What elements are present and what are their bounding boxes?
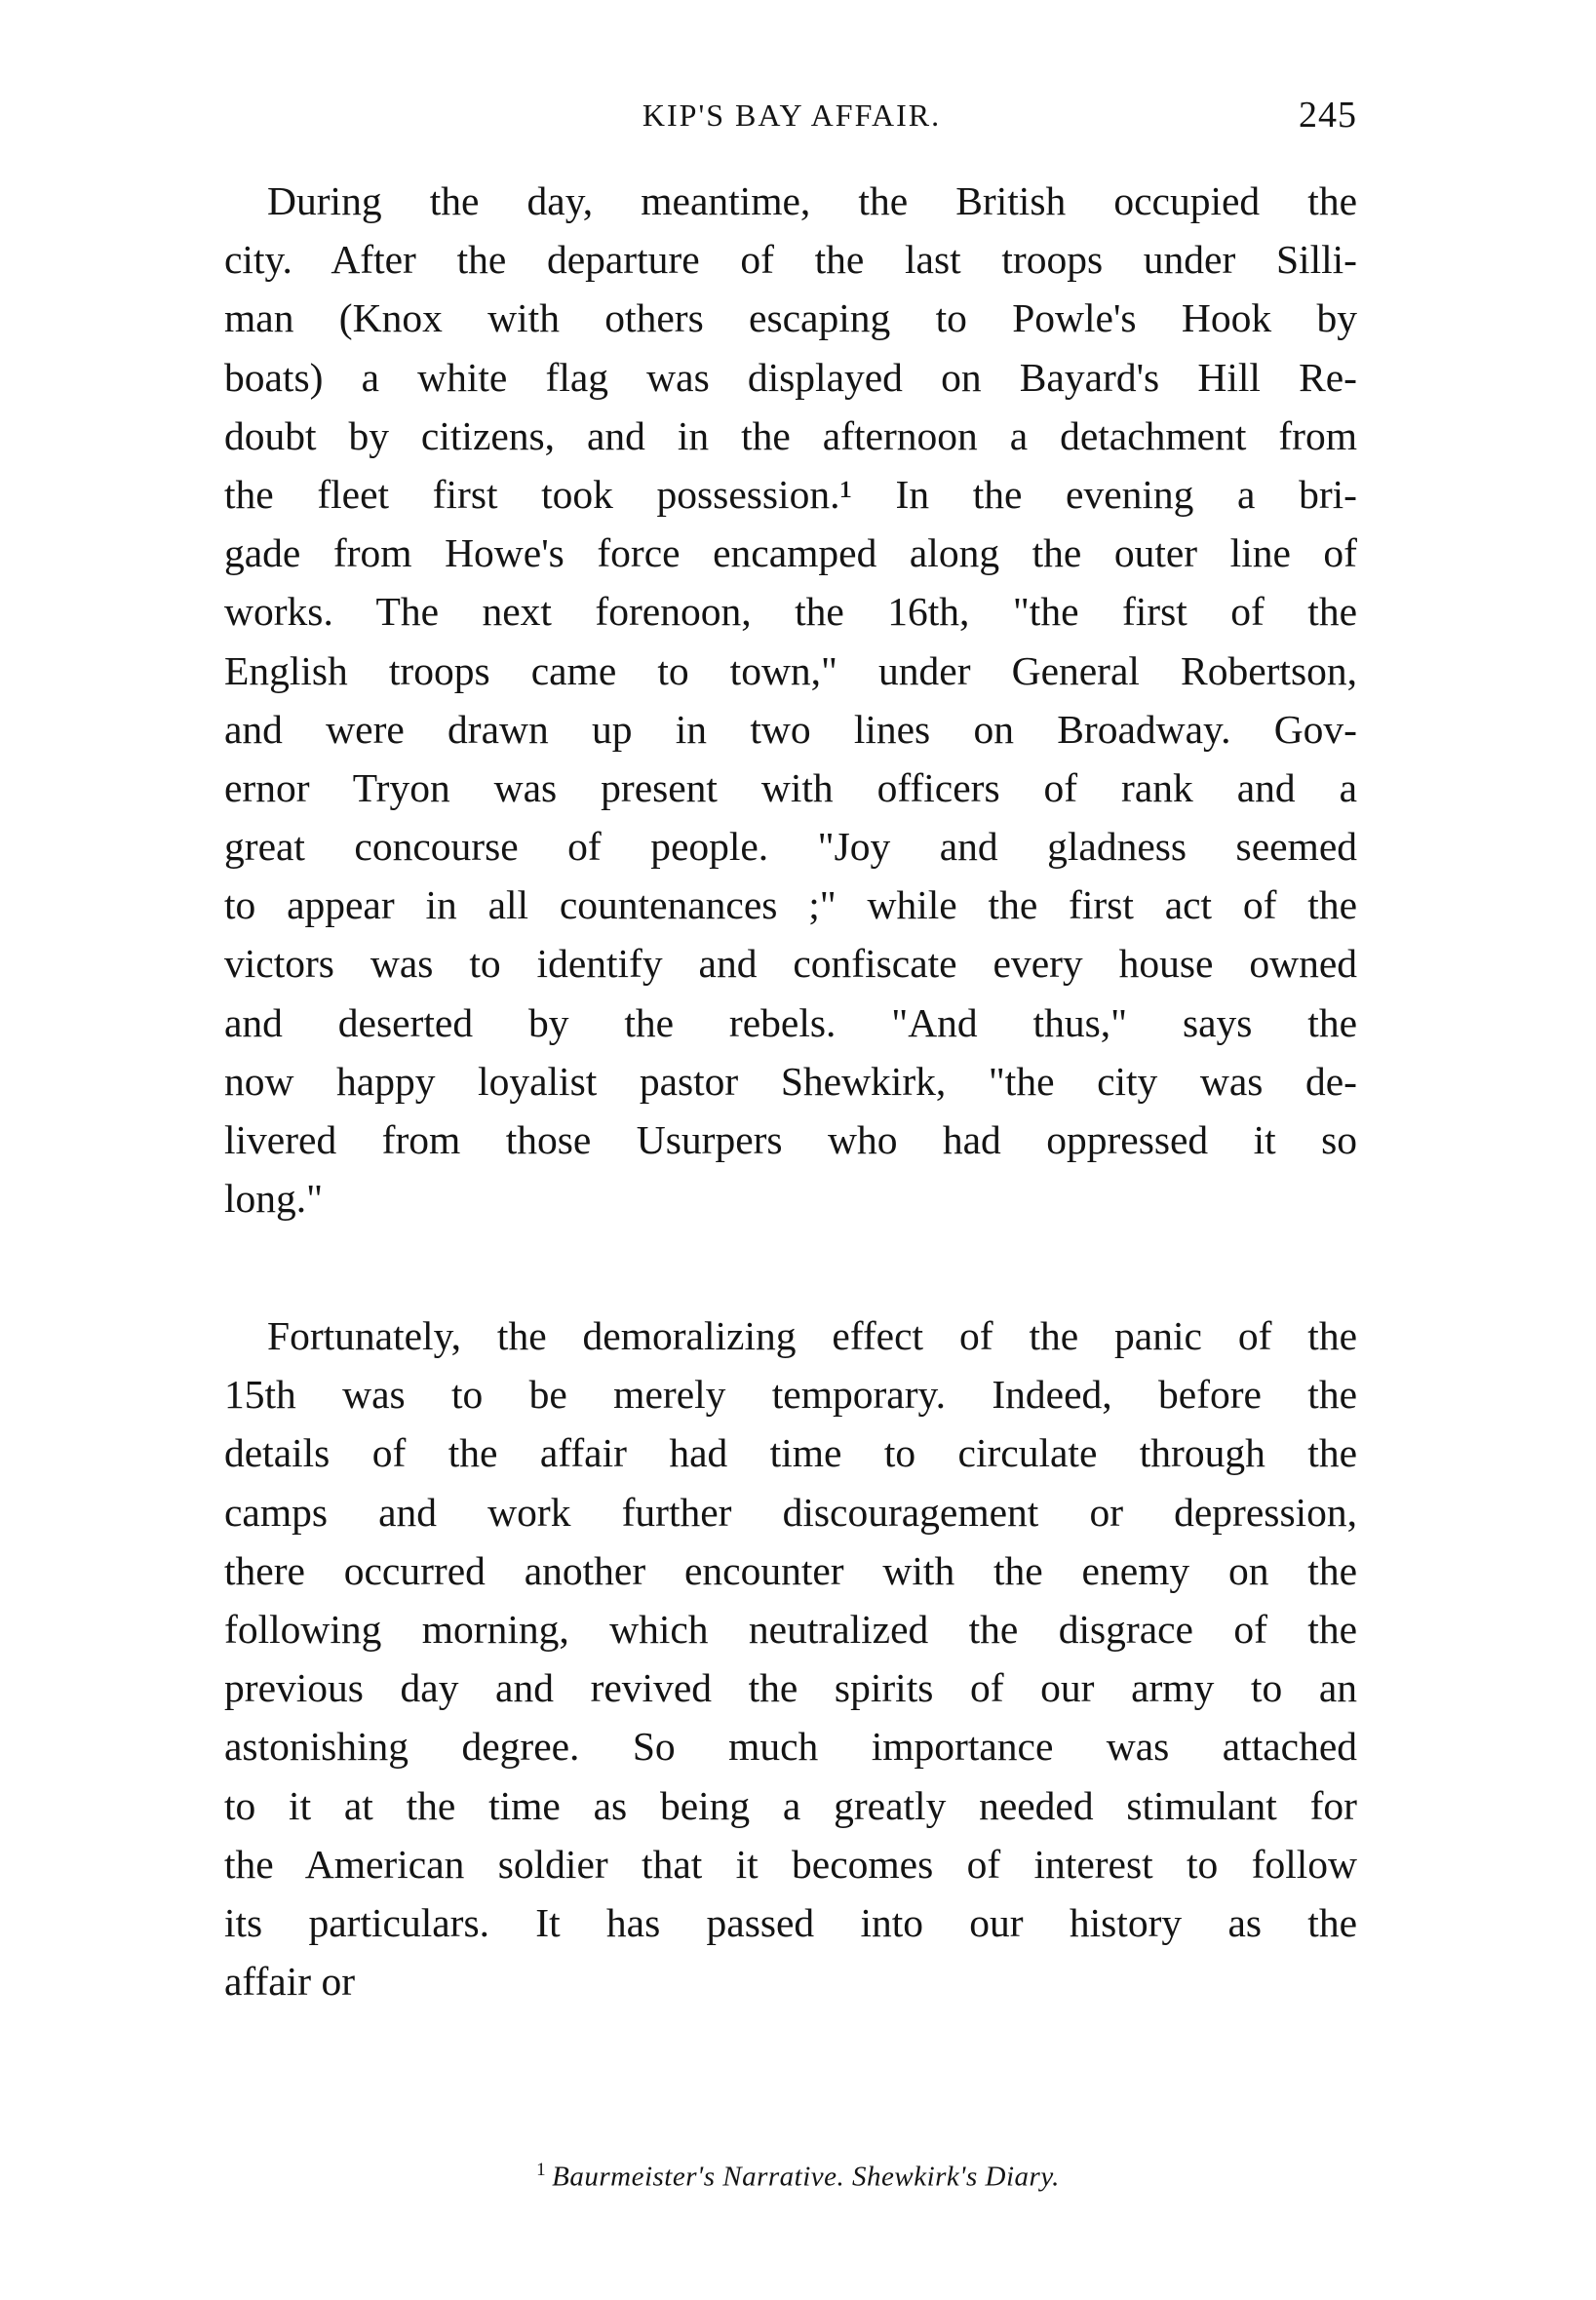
text-line: its particulars. It has passed into our history as the: [224, 1899, 1357, 1945]
text-line: 15th was to be merely temporary. Indeed, before the: [224, 1372, 1357, 1418]
footnote: [0, 2160, 1596, 2194]
text-line: English troops came to town," under General Robertson,: [224, 647, 1357, 693]
text-line: and deserted by the rebels. "And thus," says the: [224, 999, 1357, 1045]
text-line: astonishing degree. So much importance was attached: [224, 1724, 1357, 1770]
text-line: doubt by citizens, and in the afternoon a detachment from: [224, 412, 1357, 458]
text-line: victors was to identify and confiscate every house owned: [224, 941, 1357, 987]
text-line: to it at the time as being a greatly needed stimulant for: [224, 1782, 1357, 1828]
text-line: there occurred another encounter with the enemy on the: [224, 1547, 1357, 1593]
running-title: KIP'S BAY AFFAIR.: [642, 97, 942, 133]
text-line: to appear in all countenances ;" while the first act of the: [224, 882, 1357, 928]
footnote-text: Baurmeister's Narrative. Shewkirk's Diary.: [552, 2161, 1060, 2193]
paragraph-2: [224, 1306, 1357, 2010]
text-line: the fleet first took possession.¹ In the evening a bri-: [224, 471, 1357, 517]
text-line: affair or: [224, 1959, 356, 2005]
text-line: previous day and revived the spirits of our army to an: [224, 1665, 1357, 1711]
footnote-marker: 1: [536, 2160, 547, 2180]
text-line: details of the affair had time to circulate through the: [224, 1430, 1357, 1476]
text-line: Fortunately, the demoralizing effect of the panic of the: [267, 1313, 1357, 1358]
text-line: livered from those Usurpers who had oppressed it so: [224, 1117, 1357, 1162]
text-line: the American soldier that it becomes of interest to follow: [224, 1841, 1357, 1887]
text-line: camps and work further discouragement or depression,: [224, 1489, 1357, 1535]
text-line: city. After the departure of the last troops under Silli-: [224, 237, 1357, 283]
text-line: During the day, meantime, the British occupied the: [267, 178, 1357, 223]
text-line: following morning, which neutralized the disgrace of the: [224, 1606, 1357, 1652]
text-line: now happy loyalist pastor Shewkirk, "the city was de-: [224, 1058, 1357, 1104]
text-line: works. The next forenoon, the 16th, "the first of the: [224, 589, 1357, 635]
page-number: 245: [1299, 95, 1357, 136]
text-line: and were drawn up in two lines on Broadway. Gov-: [224, 706, 1357, 752]
text-line: great concourse of people. "Joy and gladness seemed: [224, 824, 1357, 870]
paragraph-1: [224, 172, 1357, 1228]
text-line: man (Knox with others escaping to Powle's Hook by: [224, 295, 1357, 341]
running-head: [226, 94, 1357, 140]
text-line: gade from Howe's force encamped along the outer line of: [224, 530, 1357, 576]
text-line: ernor Tryon was present with officers of rank and a: [224, 764, 1357, 810]
text-line: boats) a white flag was displayed on Bayard's Hill Re-: [224, 354, 1357, 400]
text-line: long.": [224, 1176, 324, 1222]
